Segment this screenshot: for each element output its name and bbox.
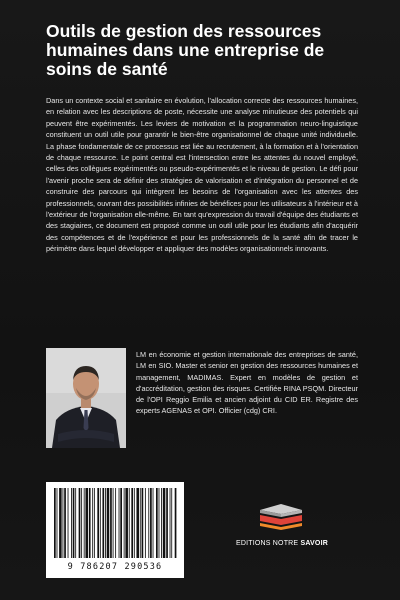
barcode-bar: [124, 488, 125, 558]
barcode-bar: [159, 488, 160, 558]
book-title: Outils de gestion des ressources humaines dans une entreprise de soins de santé: [46, 21, 325, 79]
barcode-bar: [107, 488, 110, 558]
barcode-bar: [166, 488, 168, 558]
barcode-bar: [175, 488, 177, 558]
barcode-bar: [73, 488, 75, 558]
portrait-photo-icon: [46, 348, 126, 448]
barcode-bar: [100, 488, 101, 558]
publisher-name: [232, 540, 332, 547]
barcode-bar: [68, 488, 69, 558]
book-description: [46, 95, 358, 255]
barcode-bar: [120, 488, 122, 558]
books-stack-logo-icon: [258, 502, 304, 530]
barcode-bar: [97, 488, 99, 558]
barcode-bar: [79, 488, 81, 558]
barcode-icon: [52, 488, 178, 560]
barcode-bar: [75, 488, 76, 558]
barcode-bar: [119, 488, 120, 558]
barcode-bar: [85, 488, 88, 558]
barcode-bar: [81, 488, 82, 558]
barcode-bar: [94, 488, 95, 558]
barcode-bar: [71, 488, 72, 558]
barcode-bar: [142, 488, 144, 558]
barcode-bar: [59, 488, 62, 558]
barcode-bar: [136, 488, 139, 558]
barcode-bar: [161, 488, 162, 558]
barcode-bar: [89, 488, 91, 558]
barcode-bar: [105, 488, 106, 558]
barcode-bar: [170, 488, 171, 558]
barcode-bar: [92, 488, 93, 558]
barcode-bar: [84, 488, 85, 558]
barcode-bar: [102, 488, 104, 558]
barcode-bar: [115, 488, 116, 558]
barcode-bar: [134, 488, 135, 558]
barcode-bar: [125, 488, 128, 558]
author-bio: LM en économie et gestion internationale des entreprises de santé, LM en SIO. Master et senior en gestion des ressources humaines et management, MADIMAS. Expert en modèles de gestion et d'accréditation, gestion des risques. Certifiée RINA PSQM. Directeur de l'OPI Reggio Emilia et ancien adjoint du CID ER. Registre des experts AGENAS et OPI. Officier (cdg) CRI.: [136, 350, 358, 416]
barcode-bar: [57, 488, 58, 558]
isbn-barcode: [46, 482, 184, 578]
barcode-bar: [131, 488, 133, 558]
author-photo: [46, 348, 126, 448]
description-text: Dans un contexte social et sanitaire en évolution, l'allocation correcte des ressources humaines, en relation avec les descriptions de poste, nécessite une analyse minutieuse des potentiels qui peuvent être expérimentés. Les leviers de motivation et la programmation neuro-linguistique constituent un outil utile pour garantir le bien-être organisationnel de chaque unité individuelle. La phase fondamentale de ce processus est liée au recrutement, à la formation et à l'orientation de chaque ressource. Le point central est l'intersection entre les attentes du nouvel employé, celles des collègues expérimentés ou pseudo-expérimentés et le niveau de gestion. Le défi pour l'avenir proche sera de définir des stratégies de valorisation et d'intégration du personnel et de construire des parcours qui intègrent les besoins de l'organisation avec les attentes des professionnels, ouvrant des possibilités infinies de bénéfices pour les utilisateurs à l'intérieur et à l'extérieur de l'organisation elle-même. En tant qu'expression du travail d'équipe des étudiants et des stagiaires, ce document est proposé comme un outil utile pour les étudiants afin d'acquérir des compétences et de l'expérience et pour les professionnels de la santé afin de tracer le périmètre dans lequel développer et appliquer des modèles organisationnels innovants.: [46, 96, 358, 254]
barcode-bar: [63, 488, 64, 558]
barcode-bar: [171, 488, 172, 558]
barcode-bar: [129, 488, 130, 558]
barcode-bar: [156, 488, 158, 558]
barcode-bar: [64, 488, 66, 558]
barcode-bar: [54, 488, 56, 558]
barcode-bar: [153, 488, 154, 558]
barcode-bar: [148, 488, 149, 558]
publisher-prefix: EDITIONS NOTRE: [236, 540, 301, 547]
barcode-bar: [113, 488, 114, 558]
publisher-bold: SAVOIR: [300, 540, 328, 547]
barcode-bar: [163, 488, 166, 558]
barcode-bar: [110, 488, 112, 558]
barcode-bar: [150, 488, 152, 558]
isbn-number: 9 786207 290536: [67, 562, 163, 572]
barcode-bar: [140, 488, 141, 558]
barcode-bar: [145, 488, 146, 558]
